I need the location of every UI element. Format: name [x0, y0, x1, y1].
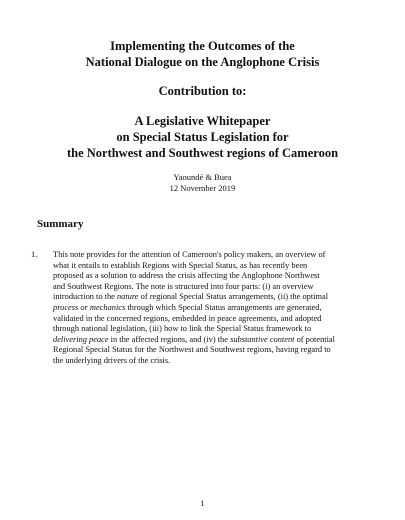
- text-run: through which Special Status arrangements are generated,: [125, 302, 322, 312]
- paragraph-line: [53, 292, 381, 303]
- document-title: [0, 38, 405, 70]
- emphasis-substantive-content: substantive content: [230, 334, 295, 344]
- paragraph-line: [53, 303, 381, 314]
- whitepaper-title: [0, 113, 405, 161]
- contribution-heading: Contribution to:: [158, 84, 247, 98]
- title-line-2: National Dialogue on the Anglophone Crisis: [85, 55, 320, 69]
- whitepaper-line-1: A Legislative Whitepaper: [134, 114, 271, 128]
- place: Yaoundé & Buea: [173, 172, 232, 182]
- whitepaper-line-3: the Northwest and Southwest regions of Cameroon: [66, 146, 339, 160]
- paragraph-number: 1.: [31, 250, 38, 259]
- paragraph-line: Regional Special Status for the Northwest and Southwest regions, having regard to: [53, 345, 331, 355]
- whitepaper-line-2: on Special Status Legislation for: [116, 130, 289, 144]
- text-run: in the affected regions, and (iv) the: [108, 334, 231, 344]
- text-run: of regional Special Status arrangements, (ii) the optimal: [138, 292, 329, 302]
- summary-heading: Summary: [37, 218, 84, 230]
- paragraph-line: what it entails to establish Regions with Special Status, as has recently been: [53, 260, 308, 270]
- place-date: [0, 172, 405, 194]
- paragraph-line: This note provides for the attention of Cameroon's policy makers, an overview of: [53, 250, 326, 259]
- text-run: of potential: [294, 334, 335, 344]
- emphasis-delivering-peace: delivering peace: [53, 334, 109, 344]
- paragraph-line: [53, 335, 381, 346]
- paragraph-line: through national legislation, (iii) how to link the Special Status framework to: [53, 324, 312, 334]
- paragraph-text: [53, 250, 381, 367]
- paragraph-line: the underlying drivers of the crisis.: [53, 355, 171, 365]
- title-line-1: Implementing the Outcomes of the: [110, 39, 295, 53]
- emphasis-nature: nature: [116, 292, 139, 302]
- paragraph-line: proposed as a solution to address the crisis affecting the Anglophone Northwest: [53, 271, 320, 281]
- paragraph-line: and Southwest Regions. The note is structured into four parts: (i) an overview: [53, 281, 314, 291]
- date: 12 November 2019: [169, 183, 236, 193]
- paragraph-line: validated in the concerned regions, embedded in peace agreements, and adopted: [53, 313, 322, 323]
- text-run: introduction to the: [53, 292, 117, 302]
- page-number: 1: [200, 498, 205, 508]
- emphasis-process: process or mechanics: [53, 302, 126, 312]
